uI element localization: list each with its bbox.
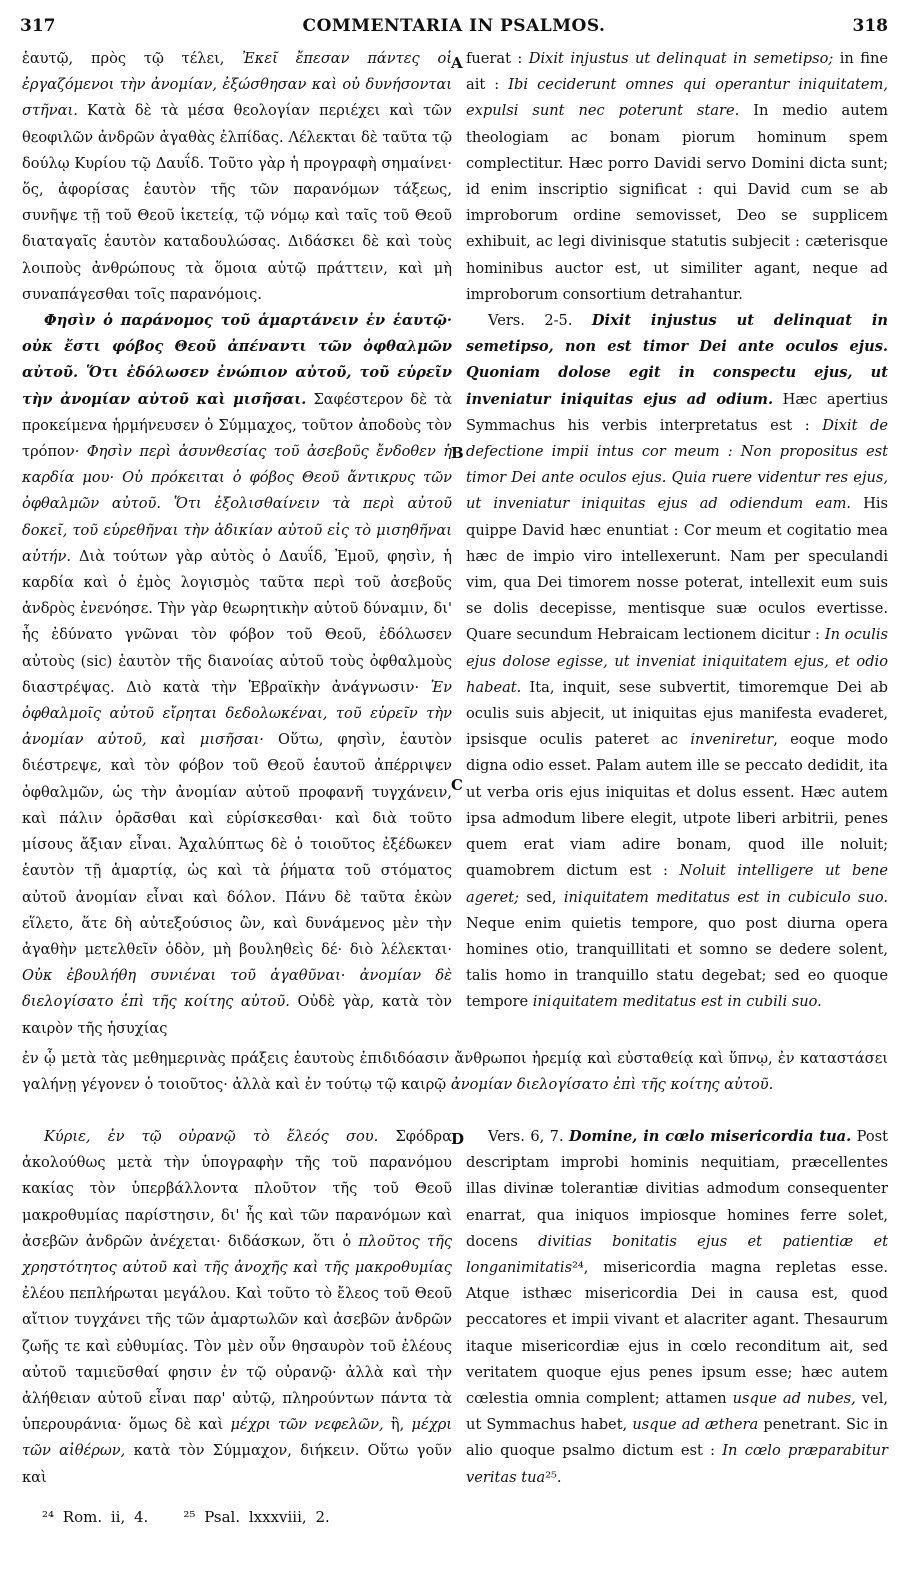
page-header — [20, 16, 888, 40]
greek-paragraph-1 — [22, 46, 452, 308]
latin-column-bottom — [466, 1124, 888, 1491]
footnotes — [42, 1508, 330, 1526]
greek-text: ἐλέου πεπλήρωται μεγάλου. Καὶ τοῦτο τὸ ἔλεος τοῦ Θεοῦ αἴτιον τυγχάνει τῆς τῶν ἁμαρτωλῶν καὶ ἀσεβῶν ἀνδρῶν ζωῆς τε καὶ εὐθυμίας. Τὸν μὲν οὖν θησαυρὸν τοῦ ἐλέους αὐτοῦ ταμιεῦσθαί φησιν ἐν τῷ οὐρανῷ· ἀλλὰ καὶ τὴν ἀλήθειαν αὐτοῦ εἶναι παρ' αὐτῷ, πληρούντων πάντα τὰ ὑπερουράνια· ὅμως δὲ καὶ — [22, 1285, 452, 1434]
latin-lemma: Dixit injustus ut delinquat in semetipso, non est timor Dei ante oculos ejus. Quoniam dolose egit in conspectu ejus, ut inveniatur iniquitas ejus ad odium. — [466, 312, 888, 408]
greek-text: Σαφέστερον δὲ τὰ προκείμενα ἡρμήνευσεν ὁ Σύμμαχος, τοῦτον ἀποδοὺς τὸν τρόπον· — [22, 390, 452, 461]
footnote-ref-24: ²⁴ — [572, 1259, 584, 1277]
latin-quote: iniquitatem meditatus est in cubiculo suo. — [563, 888, 889, 906]
latin-quote: usque ad nubes, — [732, 1390, 856, 1408]
latin-text: Post descriptam improbi hominis nequitiam, præcellentes illas divinæ tolerantiæ divitias admodum consequenter enarrat, qua iniquos impiosque homines ferre solet, docens — [466, 1128, 889, 1250]
running-title: COMMENTARIA IN PSALMOS. — [302, 16, 606, 36]
latin-quote: Dixit injustus ut delinquat in semetipso; — [528, 50, 834, 67]
latin-text: His quippe David hæc enuntiat : Cor meum et cogitatio mea hæc de impio viro intellexerunt. Nam per speculandi vim, qua Dei timorem nosse poterat, intellexit eum suis se dolis decepisse, mentisque suæ oculos evertisse. Quare secundum Hebraicam lectionem dicitur : — [466, 495, 888, 644]
greek-quote: Ἐκεῖ ἔπεσαν πάντες οἱ ἐργαζόμενοι τὴν ἀνομίαν, ἐξώσθησαν καὶ οὐ δυνήσονται στῆναι. — [22, 50, 453, 120]
latin-paragraph-1 — [466, 46, 888, 308]
greek-text: ἑαυτῷ, πρὸς τῷ τέλει, — [22, 50, 225, 67]
greek-paragraph-2 — [22, 308, 452, 1042]
latin-paragraph-3 — [466, 1124, 888, 1491]
footnote-25: ²⁵ Psal. lxxxviii, 2. — [183, 1508, 330, 1526]
latin-quote: In oculis ejus dolose egisse, ut inveniat iniquitatem ejus, et odio habeat. — [466, 626, 888, 696]
greek-lemma: Κύριε, ἐν τῷ οὐρανῷ τὸ ἔλεός σου. — [44, 1128, 379, 1145]
latin-quote: Dixit de defectione impii intus cor meum : Non propositus est timor Dei ante oculos ejus. Quia ruere videntur res ejus, ut inveniatur iniquitas ejus ad odiendum eam. — [466, 416, 889, 513]
greek-quote: μέχρι τῶν αἰθέρων, — [22, 1416, 453, 1460]
greek-quote: μέχρι τῶν νεφελῶν, — [230, 1416, 384, 1434]
page-number-left: 317 — [20, 16, 56, 36]
latin-lemma: Domine, in cœlo misericordia tua. — [569, 1128, 852, 1145]
greek-text: Οὕτω, φησὶν, ἑαυτὸν διέστρεψε, καὶ τὸν φόβον τοῦ Θεοῦ ἑαυτοῦ ἀπέρριψεν ὀφθαλμῶν, ὡς τὴν ἀνομίαν αὐτοῦ προφανῆ τυγχάνειν, καὶ πάλιν ὁρᾶσθαι καὶ εὑρίσκεσθαι· καὶ διὰ τοῦτο μίσους ἄξιαν εἶναι. Ἀχαλύπτως δὲ ὁ τοιοῦτος ἐξέδωκεν ἑαυτὸν τῇ ἁμαρτίᾳ, ὡς καὶ τὰ ῥήματα τοῦ στόματος αὐτοῦ ἀνομίαν εἶναι καὶ δόλον. Πάνυ δὲ ταῦτα ἑκὼν εἵλετο, ἅτε δὴ αὐτεξούσιος ὢν, καὶ δυνάμενος μὲν τὴν ἀγαθὴν μετελθεῖν ὁδὸν, μὴ βουληθεὶς δέ· διὸ λέλεκται· — [22, 731, 452, 958]
latin-text: Ita, inquit, sese subvertit, timoremque Dei ab oculis suis abjecit, ut iniquitas ejus manifesta evaderet, ipsisque oculis pateret ac — [466, 678, 888, 749]
latin-text: Hæc apertius Symmachus his verbis interpretatus est : — [466, 390, 889, 434]
latin-quote: Ibi ceciderunt omnes qui operantur iniquitatem, expulsi sunt nec poterunt stare. — [466, 76, 889, 120]
section-marker-c: C — [451, 776, 463, 794]
latin-quote: inveniretur — [690, 731, 774, 749]
greek-text: ἢ, — [390, 1416, 405, 1434]
greek-paragraph-3 — [22, 1124, 452, 1491]
section-marker-a: A — [451, 54, 463, 72]
greek-text: Οὐδὲ γὰρ, κατὰ τὸν καιρὸν τῆς ἡσυχίας — [22, 993, 452, 1037]
greek-quote: Φησὶν περὶ ἀσυνθεσίας τοῦ ἀσεβοῦς ἔνδοθεν ἡ καρδία μου· Οὐ πρόκειται ὁ φόβος Θεοῦ ἄντικρυς τῶν ὀφθαλμῶν αὐτοῦ. Ὅτι ἐξολισθαίνειν τὰ περὶ αὐτοῦ δοκεῖ, τοῦ εὑρεθῆναι τὴν ἀδικίαν αὐτοῦ εἰς τὸ μισηθῆναι αὐτήν. — [22, 443, 453, 565]
latin-text: , eoque modo digna odio esset. Palam autem ille se peccato dedidit, ita ut verba oris ejus iniquitas et dolus essent. Hæc autem ipsa admodum libere elegit, utpote liberi arbitrii, penes quem erat viam adire bonam, quod ille noluit; quamobrem dictum est : — [466, 731, 888, 880]
greek-text: Κατὰ δὲ τὰ μέσα θεολογίαν περιέχει καὶ τῶν θεοφιλῶν ἀνδρῶν ἀγαθὰς ἐλπίδας. Λέλεκται δὲ ταῦτα τῷ δούλῳ Κυρίου τῷ Δαυΐδ. Τοῦτο γὰρ ἡ προγραφὴ σημαίνει· ὅς, ἀφορίσας ἑαυτὸν τῆς τῶν παρανόμων τάξεως, συνῆψε τῇ τοῦ Θεοῦ ἱκετείᾳ, τῷ νόμῳ καὶ ταῖς τοῦ Θεοῦ διαταγαῖς ἑαυτὸν καταδουλώσας. Διδάσκει δὲ καὶ τοὺς λοιποὺς ἀνθρώπους τὰ ὅμοια αὐτῷ πράττειν, καὶ μὴ συναπάγεσθαι τοῖς παρανόμοις. — [22, 102, 453, 303]
footnote-ref-25: ²⁵ — [545, 1468, 557, 1486]
greek-quote: πλοῦτος τῆς χρηστότητος αὐτοῦ καὶ τῆς ἀνοχῆς καὶ τῆς μακροθυμίας — [22, 1232, 452, 1277]
greek-text: κατὰ τὸν Σύμμαχον, διήκειν. Οὕτω γοῦν καὶ — [22, 1442, 452, 1486]
full-width-greek-line — [22, 1046, 888, 1098]
greek-lemma: Φησὶν ὁ παράνομος τοῦ ἁμαρτάνειν ἐν ἑαυτῷ· οὐκ ἔστι φόβος Θεοῦ ἀπέναντι τῶν ὀφθαλμῶν αὐτοῦ. Ὅτι ἐδόλωσεν ἐνώπιον αὐτοῦ, τοῦ εὑρεῖν τὴν ἀνομίαν αὐτοῦ καὶ μισῆσαι. — [22, 312, 452, 408]
greek-text: Διὰ τούτων γὰρ αὐτὸς ὁ Δαυΐδ, Ἐμοῦ, φησὶν, ἡ καρδία καὶ ὁ ἐμὸς λογισμὸς ταῦτα περὶ τοῦ ἀσεβοῦς ἀνδρὸς ἐνενόησε. Τὴν γὰρ θεωρητικὴν αὐτοῦ δύναμιν, δι' ἧς ἐδύνατο γνῶναι τὸν φόβον τοῦ Θεοῦ, ἐδόλωσεν αὐτοὺς (sic) ἑαυτὸν τῆς διανοίας αὐτοῦ τοὺς ὀφθαλμοὺς διαστρέψας. Διὸ κατὰ τὴν Ἑβραϊκὴν ἀνάγνωσιν· — [22, 547, 452, 696]
latin-quote: Noluit intelligere ut bene ageret; — [466, 862, 889, 906]
greek-quote: Ἐν ὀφθαλμοῖς αὐτοῦ εἴρηται δεδολωκέναι, τοῦ εὑρεῖν τὴν ἀνομίαν αὐτοῦ, καὶ μισῆσαι· — [22, 678, 452, 749]
greek-column-top — [22, 46, 452, 1042]
latin-paragraph-2 — [466, 308, 888, 1015]
footnote-24: ²⁴ Rom. ii, 4. — [42, 1508, 149, 1526]
latin-text: vel, ut Symmachus habet, — [466, 1390, 889, 1434]
greek-text: Σφόδρα ἀκολούθως μετὰ τὴν ὑπογραφὴν τῆς τοῦ παρανόμου κακίας τὸν ὑπερβάλλοντα πλοῦτον τῆς τοῦ Θεοῦ μακροθυμίας παρίστησιν, δι' ἧς καὶ τῶν παρανόμων καὶ ἀσεβῶν ἀνδρῶν ἀνέχεται· διδάσκων, ὅτι ὁ — [22, 1128, 452, 1250]
latin-text: sed, — [526, 888, 557, 906]
latin-quote: In cœlo præparabitur veritas tua — [466, 1442, 889, 1486]
verse-label: Vers. 6, 7. — [488, 1128, 564, 1145]
latin-text: In medio autem theologiam ac bonam piorum hominum spem complectitur. Hæc porro Davidi servo Domini dicta sunt; id enim inscriptio significat : qui David cum se ab improborum ordine semovisset, Deo se supplicem exhibuit, ac legi divinisque statutis subjecit : cæterisque hominibus auctor est, ut similiter agant, neque ad improborum consortium detrahantur. — [466, 102, 888, 303]
latin-quote: usque ad æthera — [632, 1416, 759, 1434]
latin-quote: divitias bonitatis ejus et patientiæ et longanimitatis — [466, 1232, 889, 1277]
latin-quote: iniquitatem meditatus est in cubili suo. — [532, 993, 822, 1011]
section-marker-d: D — [451, 1130, 465, 1148]
greek-text: ἐν ᾧ μετὰ τὰς μεθημερινὰς πράξεις ἑαυτοὺς ἐπιδιδόασιν ἄνθρωποι ἠρεμίᾳ καὶ εὐσταθείᾳ καὶ ὕπνῳ, ἐν καταστάσει γαλήνῃ γέγονεν ὁ τοιοῦτος· ἀλλὰ καὶ ἐν τούτῳ τῷ καιρῷ — [22, 1050, 888, 1094]
latin-text: penetrant. Sic in alio quoque psalmo dictum est : — [466, 1416, 888, 1460]
latin-column-top — [466, 46, 888, 1016]
latin-text: fuerat : — [466, 50, 523, 67]
section-marker-b: B — [451, 444, 464, 462]
page-number-right: 318 — [852, 16, 888, 36]
greek-quote: Οὐκ ἐβουλήθη συνιέναι τοῦ ἀγαθῦναι· ἀνομίαν δὲ διελογίσατο ἐπὶ τῆς κοίτης αὐτοῦ. — [22, 967, 452, 1011]
latin-text: in fine ait : — [466, 50, 888, 94]
verse-label: Vers. 2-5. — [488, 312, 573, 330]
greek-column-bottom — [22, 1124, 452, 1491]
latin-text: Neque enim quietis tempore, quo post diurna opera homines otio, tranquillitati et somno se dedere solent, talis homo in tranquillo statu degebat; sed eo quoque tempore — [466, 914, 888, 1011]
greek-quote: ἀνομίαν διελογίσατο ἐπὶ τῆς κοίτης αὐτοῦ. — [450, 1076, 774, 1094]
latin-text: . — [556, 1468, 562, 1486]
latin-text: , misericordia magna repletas esse. Atque isthæc misericordia Dei in causa est, quod peccatores et impii vivant et alacriter agant. Thesaurum itaque misericordiæ ejus in cœlo reconditum ait, sed veritatem quoque ejus penes ipsum esse; hæc autem cœlestia omnia complent; attamen — [466, 1259, 888, 1408]
